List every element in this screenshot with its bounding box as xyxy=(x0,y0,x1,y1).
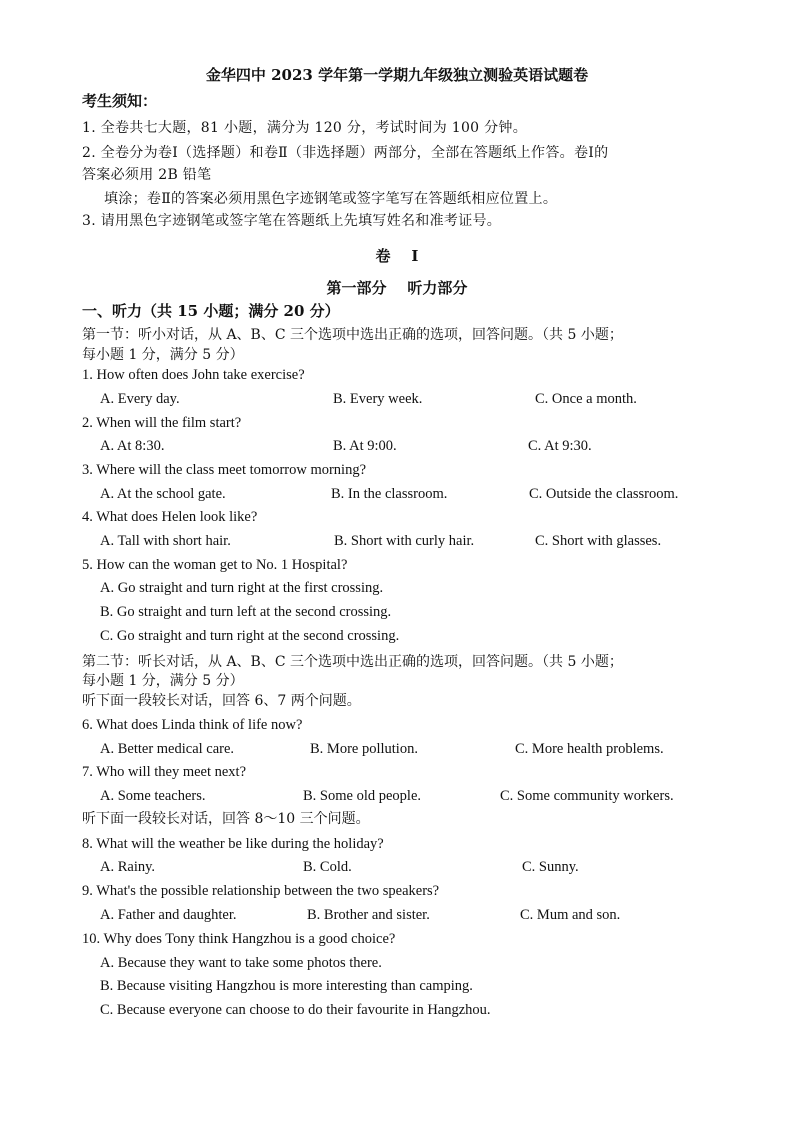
question-10: 10. Why does Tony think Hangzhou is a good choice? xyxy=(82,931,396,947)
option-2a: A. At 8:30. xyxy=(100,438,165,454)
option-4a: A. Tall with short hair. xyxy=(100,533,231,549)
option-1c: C. Once a month. xyxy=(535,391,637,407)
option-3b: B. In the classroom. xyxy=(331,486,448,502)
option-10a: A. Because they want to take some photos there. xyxy=(100,955,382,971)
part-heading: 第一部分 听力部分 xyxy=(326,279,468,297)
question-4: 4. What does Helen look like? xyxy=(82,509,258,525)
option-9b: B. Brother and sister. xyxy=(307,907,430,923)
option-4b: B. Short with curly hair. xyxy=(334,533,475,549)
option-3a: A. At the school gate. xyxy=(100,486,226,502)
question-3: 3. Where will the class meet tomorrow morning? xyxy=(82,462,367,478)
question-6: 6. What does Linda think of life now? xyxy=(82,717,303,733)
option-4c: C. Short with glasses. xyxy=(535,533,662,549)
section1-instruction: 每小题 1 分，满分 5 分） xyxy=(82,347,244,363)
note-item: 2. 全卷分为卷Ⅰ（选择题）和卷Ⅱ（非选择题）两部分，全部在答题纸上作答。卷Ⅰ的 xyxy=(82,145,609,161)
dialogue-instruction: 听下面一段较长对话，回答 8～10 三个问题。 xyxy=(82,811,370,827)
notes-heading: 考生须知： xyxy=(82,92,158,110)
option-6a: A. Better medical care. xyxy=(100,741,235,757)
question-5: 5. How can the woman get to No. 1 Hospital? xyxy=(82,557,348,573)
option-8c: C. Sunny. xyxy=(522,859,579,875)
exam-title: 金华四中 2023 学年第一学期九年级独立测验英语试题卷 xyxy=(205,66,589,84)
option-1b: B. Every week. xyxy=(333,391,423,407)
note-item: 填涂；卷Ⅱ的答案必须用黑色字迹钢笔或签字笔写在答题纸相应位置上。 xyxy=(104,191,558,207)
section2-instruction: 每小题 1 分，满分 5 分） xyxy=(82,673,244,689)
option-5b: B. Go straight and turn left at the second crossing. xyxy=(100,604,392,620)
question-8: 8. What will the weather be like during the holiday? xyxy=(82,836,384,852)
question-1: 1. How often does John take exercise? xyxy=(82,367,305,383)
option-9c: C. Mum and son. xyxy=(520,907,621,923)
option-8b: B. Cold. xyxy=(303,859,352,875)
section2-instruction: 第二节：听长对话，从 A、B、C 三个选项中选出正确的选项，回答问题。（共 5 小题； xyxy=(82,654,623,670)
option-7b: B. Some old people. xyxy=(303,788,422,804)
option-10c: C. Because everyone can choose to do their favourite in Hangzhou. xyxy=(100,1002,491,1018)
option-3c: C. Outside the classroom. xyxy=(529,486,679,502)
note-item: 1. 全卷共七大题，81 小题，满分为 120 分，考试时间为 100 分钟。 xyxy=(82,120,528,136)
dialogue-instruction: 听下面一段较长对话，回答 6、7 两个问题。 xyxy=(82,693,361,709)
option-5a: A. Go straight and turn right at the first crossing. xyxy=(100,580,384,596)
option-6c: C. More health problems. xyxy=(515,741,664,757)
section1-instruction: 第一节：听小对话，从 A、B、C 三个选项中选出正确的选项，回答问题。（共 5 小题； xyxy=(82,327,623,343)
option-10b: B. Because visiting Hangzhou is more interesting than camping. xyxy=(100,978,473,994)
option-1a: A. Every day. xyxy=(100,391,180,407)
note-item: 3. 请用黑色字迹钢笔或签字笔在答题纸上先填写姓名和准考证号。 xyxy=(82,213,502,229)
question-2: 2. When will the film start? xyxy=(82,415,242,431)
option-7a: A. Some teachers. xyxy=(100,788,206,804)
section-heading: 一、听力（共 15 小题；满分 20 分） xyxy=(82,302,340,320)
option-2b: B. At 9:00. xyxy=(333,438,397,454)
option-7c: C. Some community workers. xyxy=(500,788,674,804)
question-9: 9. What's the possible relationship between the two speakers? xyxy=(82,883,440,899)
note-item: 答案必须用 2B 铅笔 xyxy=(82,167,212,183)
option-5c: C. Go straight and turn right at the second crossing. xyxy=(100,628,400,644)
option-9a: A. Father and daughter. xyxy=(100,907,237,923)
option-8a: A. Rainy. xyxy=(100,859,156,875)
option-6b: B. More pollution. xyxy=(310,741,418,757)
question-7: 7. Who will they meet next? xyxy=(82,764,247,780)
option-2c: C. At 9:30. xyxy=(528,438,592,454)
volume-heading: 卷 Ⅰ xyxy=(375,247,419,265)
